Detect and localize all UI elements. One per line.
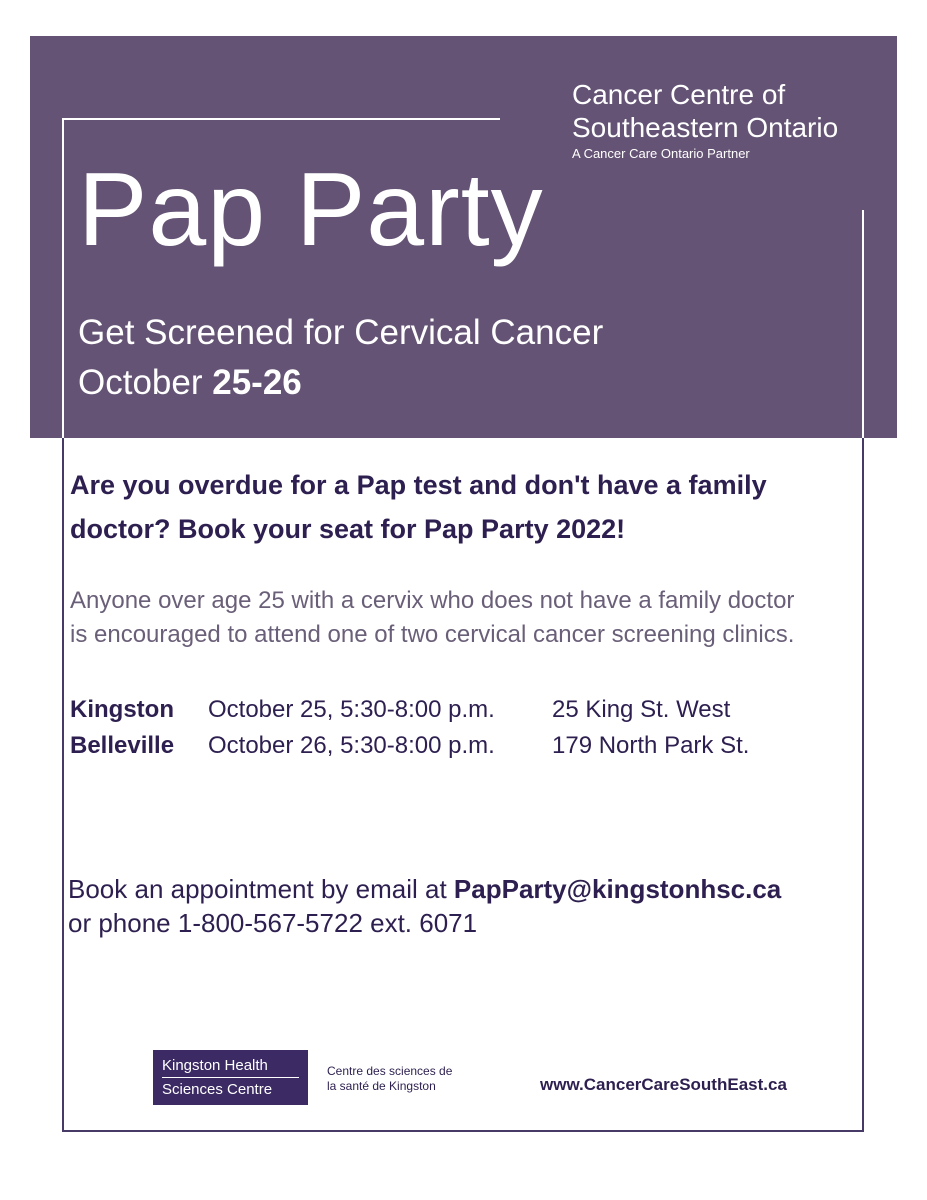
logo-line1: Kingston Health: [162, 1057, 268, 1074]
event-title: Pap Party: [78, 152, 544, 268]
booking-email-link[interactable]: PapParty@kingstonhsc.ca: [453, 874, 782, 904]
booking-email-line: [68, 872, 848, 906]
org-name-line2: Southeastern Ontario: [572, 112, 839, 143]
clinic-address: 25 King St. West: [552, 696, 731, 723]
website-link[interactable]: www.CancerCareSouthEast.ca: [540, 1075, 787, 1094]
clinic-date: October 25, 5:30-8:00 p.m.: [208, 696, 495, 723]
logo-divider: [162, 1077, 299, 1078]
event-month: October: [78, 363, 203, 402]
org-name-line1: Cancer Centre of: [572, 79, 786, 110]
booking-prefix: Book an appointment by email at: [68, 874, 447, 904]
logo-fr-line2: la santé de Kingston: [327, 1079, 436, 1093]
booking-info: [68, 872, 848, 940]
event-dates: 25-26: [212, 363, 302, 402]
event-subtitle-block: [78, 308, 603, 408]
event-subtitle: Get Screened for Cervical Cancer: [78, 313, 604, 352]
event-date-line: [78, 358, 603, 408]
clinic-date: October 26, 5:30-8:00 p.m.: [208, 732, 495, 759]
intro-text: Anyone over age 25 with a cervix who does not have a family doctor is encouraged to attend one of two cervical cancer screening clinics.: [70, 587, 795, 648]
logo-line2: Sciences Centre: [162, 1081, 273, 1098]
org-partner: A Cancer Care Ontario Partner: [572, 146, 750, 161]
frame-left-line: [62, 118, 64, 438]
clinic-city: Belleville: [70, 732, 175, 759]
frame-top-line: [62, 118, 500, 120]
clinic-city: Kingston: [70, 696, 174, 723]
clinic-address: 179 North Park St.: [552, 732, 750, 759]
organization-logo: [572, 78, 838, 161]
frame-right-line: [862, 210, 864, 438]
headline: Are you overdue for a Pap test and don't have a family doctor? Book your seat for Pap Party 2022!: [70, 470, 767, 544]
booking-phone: or phone 1-800-567-5722 ext. 6071: [68, 908, 478, 938]
logo-fr-line1: Centre des sciences de: [327, 1064, 453, 1078]
kingston-health-logo: [153, 1050, 308, 1105]
kingston-health-logo-fr: [327, 1064, 452, 1094]
